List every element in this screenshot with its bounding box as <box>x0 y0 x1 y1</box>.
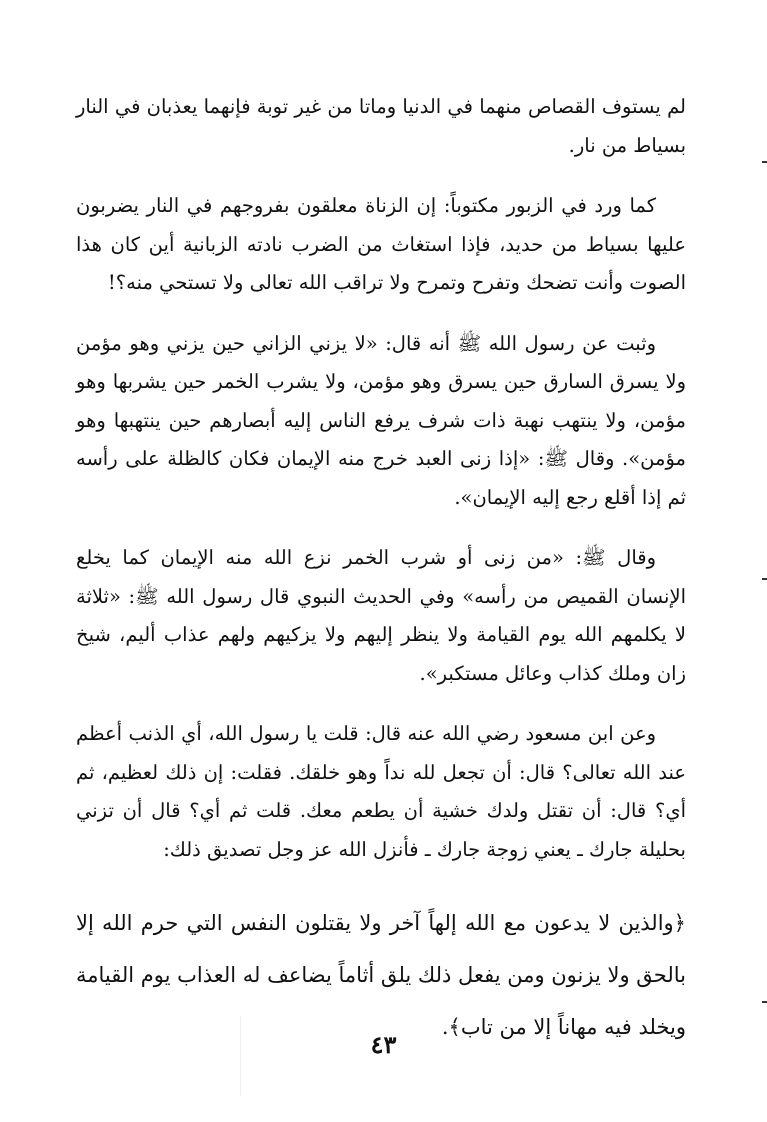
scan-artifact-line <box>240 1016 241 1096</box>
paragraph-2: كما ورد في الزبور مكتوباً: إن الزناة معلقون بفروجهم في النار يضربون عليها بسياط من حديد، فإذا استغاث من الضرب نادته الزبانية أين كان هذا الصوت وأنت تضحك وتفرح وتمرح ولا تراقب الله تعالى ولا تستحي منه؟! <box>76 194 686 294</box>
paragraph-3: وثبت عن رسول الله ﷺ أنه قال: «لا يزني الزاني حين يزني وهو مؤمن ولا يسرق السارق حين يسرق وهو مؤمن، ولا يشرب الخمر حين يشربها وهو مؤمن، ولا ينتهب نهبة ذات شرف يرفع الناس إليه أبصارهم حين ينتهبها وهو مؤمن». وقال ﷺ: «إذا زنى العبد خرج منه الإيمان فكان كالظلة على رأسه ثم إذا أقلع رجع إليه الإيمان». <box>76 331 686 509</box>
margin-tick <box>762 161 767 163</box>
quran-verse: ﴿والذين لا يدعون مع الله إلهاً آخر ولا يقتلون النفس التي حرم الله إلا بالحق ولا يزنون ومن يفعل ذلك يلق أثاماً يضاعف له العذاب يوم القيامة ويخلد فيه مهاناً إلا من تاب﴾. <box>75 911 686 1039</box>
paragraph-5: وعن ابن مسعود رضي الله عنه قال: قلت يا رسول الله، أي الذنب أعظم عند الله تعالى؟ قال: أن تجعل لله نداً وهو خلقك. فقلت: إن ذلك لعظيم، ثم أي؟ قال: أن تقتل ولدك خشية أن يطعم معك. قلت ثم أي؟ قال أن تزني بحليلة جارك ـ يعني زوجة جارك ـ فأنزل الله عز وجل تصديق ذلك: <box>76 722 686 861</box>
page-body <box>76 88 686 1053</box>
paragraph-1: لم يستوف القصاص منهما في الدنيا وماتا من غير توبة فإنهما يعذبان في النار بسياط من نار. <box>76 95 686 157</box>
margin-tick <box>762 1001 767 1003</box>
paragraph-4: وقال ﷺ: «من زنى أو شرب الخمر نزع الله منه الإيمان كما يخلع الإنسان القميص من رأسه» وفي الحديث النبوي قال رسول الله ﷺ: «ثلاثة لا يكلمهم الله يوم القيامة ولا ينظر إليهم ولا يزكيهم ولهم عذاب أليم، شيخ زان وملك كذاب وعائل مستكبر». <box>76 546 686 685</box>
page-number: ٤٣ <box>370 1030 397 1059</box>
margin-tick <box>762 578 767 580</box>
